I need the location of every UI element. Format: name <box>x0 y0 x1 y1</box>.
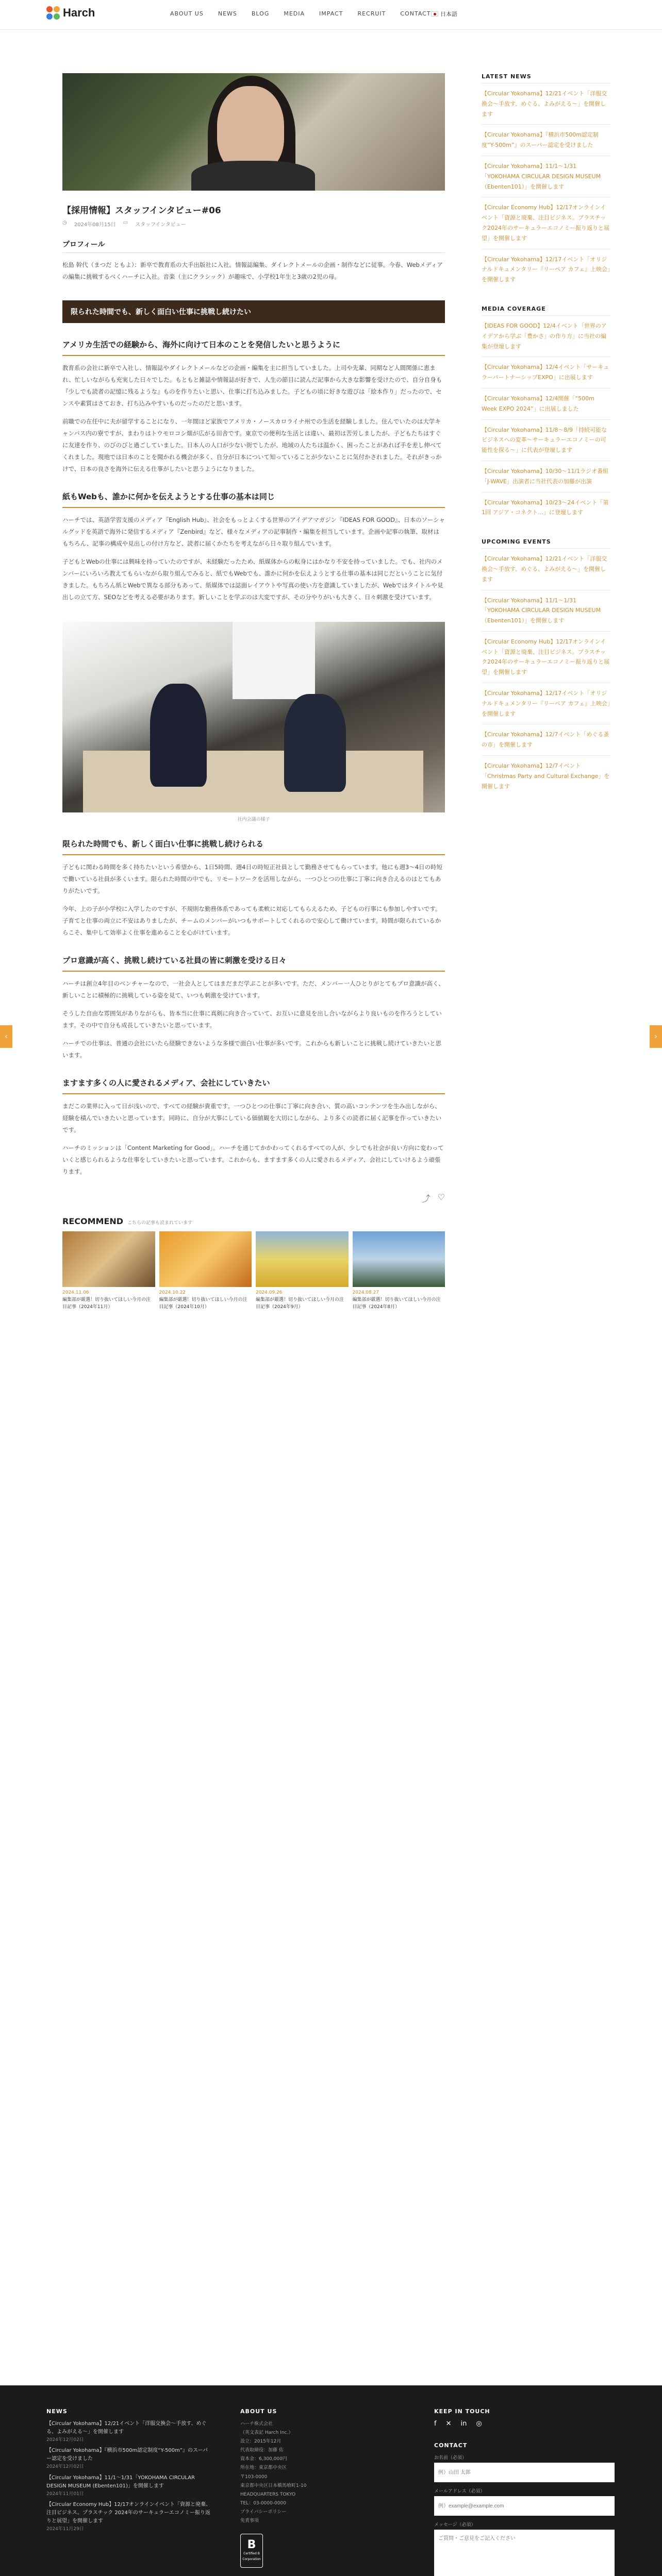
social-links <box>434 2420 620 2428</box>
media-item[interactable]: 【IDEAS FOR GOOD】12/4イベント「世界のアイデアから学ぶ「豊かさ」の作り方」に当社の編集が登壇します <box>482 315 610 357</box>
paragraph-7: ハーチは創立4年目のベンチャーなので、一社会人としてはまだまだ学ぶことが多いです。ただ、メンバー一人ひとりがとてもプロ意識が高く、新しいことに積極的に挑戦している姿を見て、いつも刺激を受けています。 <box>62 980 444 999</box>
photo-caption: 社内会議の様子 <box>237 817 270 822</box>
recommend-card[interactable] <box>353 1231 445 1311</box>
paragraph-5: 子どもに関わる時間を多く持ちたいという希望から、1日5時間、週4日の時短正社員として勤務させてもらっています。他にも週3〜4日の時短で働いている社員が多くいます。限られた時間の中でも、リモートワークを活用しながら、一つひとつの仕事に丁寧に向き合えるのはとてもありがたいです。 <box>62 863 443 894</box>
event-item[interactable]: 【Circular Yokohama】11/1〜1/31「YOKOHAMA CIRCULAR DESIGN MUSEUM （Ebenten101）」を開催します <box>482 590 610 631</box>
article <box>62 73 445 1311</box>
logo[interactable] <box>46 6 95 20</box>
b-corp-label: Certified B Corporation <box>242 2551 261 2562</box>
media-item[interactable]: 【Circular Yokohama】12/4イベント「サーキュラーパートナーシップEXPO」に出展します <box>482 357 610 388</box>
event-item[interactable]: 【Circular Economy Hub】12/17オンラインイベント「資源と廃棄、注目ビジネス。プラスチック2024年のサーキュラーエコノミー振り返りと展望」を開催します <box>482 631 610 683</box>
latest-news-item[interactable]: 【Circular Yokohama】『横浜市500m認定制度“Y-500m”』のスーパー認定を受けました <box>482 124 610 156</box>
email-field[interactable] <box>434 2496 615 2516</box>
latest-news-heading: LATEST NEWS <box>482 73 532 80</box>
name-field[interactable] <box>434 2463 615 2482</box>
company-name: ハーチ株式会社 <box>240 2421 273 2427</box>
footer-news-date: 2024年12月02日 <box>46 2437 84 2443</box>
b-corp-icon: B <box>247 2538 256 2551</box>
nav-blog[interactable]: BLOG <box>251 10 270 17</box>
contact-heading: CONTACT <box>434 2442 468 2449</box>
share-icon[interactable]: ⤴ <box>422 1194 431 1204</box>
nav-news[interactable]: NEWS <box>218 10 237 17</box>
nav-impact[interactable]: IMPACT <box>319 10 343 17</box>
nav-media[interactable]: MEDIA <box>284 10 305 17</box>
company-name-en: （英文表記 Harch Inc.） <box>240 2430 293 2436</box>
company-info: 資本金：6,300,000円 <box>240 2456 287 2462</box>
recommend-card[interactable] <box>159 1231 252 1311</box>
nav-about[interactable]: ABOUT US <box>170 10 204 17</box>
instagram-icon[interactable]: ◎ <box>476 2420 482 2428</box>
paragraph-1: 教育系の会社に新卒で入社し、情報誌やダイレクトメールなどの企画・編集を主に担当していました。上司や先輩、同期など人間関係に恵まれ、忙しいながらも充実した日々でした。もともと雑誌や情報誌が好きで、人生の節目に読んだ記事から大きな影響を受けたので、自分自身も『少しでも読者の記憶に残るような』ものを作りたいと思い、仕事に打ち込みました。子どもの頃に好きな遊びは「絵本作り」だったので、センスや素質はさておき、打ち込みやすいものだったのだと思います。 <box>62 364 442 407</box>
footer-news-date: 2024年11月29日 <box>46 2527 84 2532</box>
recommend-title: RECOMMEND <box>62 1216 124 1226</box>
language-label: 日本語 <box>440 11 457 18</box>
paragraph-8: そうした自由な雰囲気がありながらも、皆本当に仕事に真剣に向き合っていて、お互いに意見を出し合いながらより良いものを作ろうとしています。その中で自分も成長していきたいと思っています。 <box>62 1010 442 1029</box>
main-nav <box>170 10 431 17</box>
paragraph-6: 今年、上の子が小学校に入学したのですが、不規則な勤務体系であっても柔軟に対応してもらえるため、子どもの行事にも参加しやすいです。子育てと仕事の両立に不安はありましたが、チームのメンバーがいつもサポートしてくれるので安心して働けています。時間が限られているからこそ、集中して効率よく仕事を進めることを心がけています。 <box>62 905 441 936</box>
footer-news <box>46 2408 211 2533</box>
company-info: TEL：03-0000-0000 <box>240 2500 286 2506</box>
article-category[interactable]: スタッフインタビュー <box>135 222 186 228</box>
footer-about <box>240 2408 364 2568</box>
paragraph-11: ハーチのミッションは「Content Marketing for Good」。ハーチを通じてかかわってくれるすべての人が、少しでも社会が良い方向に変わっていくと感じられるような仕事をしていきたいと思っています。これからも、ますます多くの人に愛されるメディア、会社にしていけるよう頑張ります。 <box>62 1144 444 1175</box>
profile-heading: プロフィール <box>62 239 445 253</box>
b-corp-badge <box>240 2534 263 2568</box>
logo-icon <box>46 6 60 20</box>
footer-news-heading: NEWS <box>46 2408 68 2415</box>
company-info: 代表取締役：加藤 佑 <box>240 2448 284 2453</box>
company-info: HEADQUARTERS TOKYO <box>240 2492 296 2497</box>
article-title: 【採用情報】スタッフインタビュー#06 <box>62 206 221 216</box>
paragraph-10: まだこの業界に入って日が浅いので、すべての経験が貴重です。一つひとつの仕事に丁寧に向き合い、質の高いコンテンツを生み出しながら、経験を積んでいきたいと思っています。同時に、自分が大事にしている価値観を大切にしながら、より多くの読者に届く記事を作っていきたいです。 <box>62 1103 442 1133</box>
paragraph-4: 子どもとWebの仕事には興味を持っていたのですが、未経験だったため、紙媒体からの転身にはかなり不安を持っていました。でも、社内のメンバーにいろいろ教えてもらいながら取り組んでみると、紙でもWebでも、誰かに何かを伝えようとする仕事の基本は同じだということに気付きました。もちろん紙とWebで異なる部分もあって、紙媒体では誌面レイアウトや写真の使い方を意識していましたが、Webではタイトルや見出しの立て方、SEOなどを考える必要があります。新しいことを学ぶのは大変ですが、その分やりがいも大きく、日々刺激を受けています。 <box>62 558 443 601</box>
footer-news-item[interactable] <box>46 2447 211 2470</box>
language-switcher[interactable] <box>431 10 457 18</box>
meeting-photo <box>62 622 445 812</box>
site-header <box>0 0 662 30</box>
lead-band: 限られた時間でも、新しく面白い仕事に挑戦し続けたい <box>62 300 445 323</box>
media-item[interactable]: 【Circular Yokohama】11/8〜8/9「持続可能なビジネスへの変革〜サーキュラーエコノミーの可能性を探る〜」に代表が登壇します <box>482 419 610 461</box>
keep-in-touch-heading: KEEP IN TOUCH <box>434 2408 490 2415</box>
event-item[interactable]: 【Circular Yokohama】12/7イベント「Christmas Party and Cultural Exchange」を開催します <box>482 755 610 796</box>
x-icon[interactable]: ✕ <box>445 2420 452 2428</box>
event-item[interactable]: 【Circular Yokohama】12/17イベント「オリジナルドキュメンタリー『リーペア カフェ』上映会」を開催します <box>482 683 610 724</box>
recommend-image <box>256 1231 349 1287</box>
article-date: 2024年08月15日 <box>74 222 116 228</box>
company-info: 所在地：東京都中央区 <box>240 2465 287 2471</box>
footer-news-link[interactable]: 【Circular Yokohama】『横浜市500m認定制度“Y-500m”』のスーパー認定を受けました <box>46 2448 208 2462</box>
footer-news-item[interactable] <box>46 2420 211 2444</box>
footer-news-date: 2024年11月01日 <box>46 2491 84 2497</box>
calendar-icon: ◷ <box>62 220 67 226</box>
recommend-text: 編集部が厳選！切り抜いてほしい今月の注目記事（2024年11月） <box>62 1297 151 1310</box>
footer-news-link[interactable]: 【Circular Yokohama】11/1〜1/31「YOKOHAMA CIRCULAR DESIGN MUSEUM (Ebenten101)」を開催します <box>46 2475 195 2489</box>
upcoming-events-heading: UPCOMING EVENTS <box>482 538 551 546</box>
recommend-image <box>353 1231 445 1287</box>
event-item[interactable]: 【Circular Yokohama】12/21イベント「洋服交換会〜手放す、めぐる、よみがえる〜」を開催します <box>482 548 610 589</box>
footer-contact <box>434 2408 620 2576</box>
hero-image <box>62 73 445 191</box>
nav-contact[interactable]: CONTACT <box>400 10 431 17</box>
logo-text: Harch <box>63 6 95 19</box>
event-item[interactable]: 【Circular Yokohama】12/7イベント「めぐる蚤の市」を開催します <box>482 724 610 755</box>
name-label: お名前（必須） <box>434 2455 467 2461</box>
flag-icon <box>431 11 438 16</box>
media-coverage-list <box>482 315 610 523</box>
recommend-subtitle: こちらの記事も読まれています <box>127 1221 193 1226</box>
footer-news-item[interactable] <box>46 2474 211 2498</box>
recommend-card[interactable] <box>62 1231 155 1311</box>
sidebar <box>482 73 610 796</box>
latest-news-item[interactable]: 【Circular Yokohama】11/1〜1/31「YOKOHAMA CIRCULAR DESIGN MUSEUM （Ebenten101）」を開催します <box>482 156 610 197</box>
media-item[interactable]: 【Circular Yokohama】12/4開催「“500m Week EXPO 2024”」に出展しました <box>482 388 610 419</box>
section-heading-3: 限られた時間でも、新しく面白い仕事に挑戦し続けられる <box>62 838 445 855</box>
privacy-policy-link[interactable]: プライバシーポリシー <box>240 2509 287 2515</box>
next-post-arrow-icon[interactable]: › <box>650 1025 662 1048</box>
section-heading-4: プロ意識が高く、挑戦し続けている社員の皆に刺激を受ける日々 <box>62 954 445 972</box>
site-footer <box>0 2385 662 2576</box>
message-field[interactable] <box>434 2530 615 2576</box>
recommend-list <box>62 1231 445 1311</box>
email-label: メールアドレス（必須） <box>434 2489 485 2494</box>
recommend-text: 編集部が厳選！切り抜いてほしい今月の注目記事（2024年8月） <box>352 1297 441 1310</box>
company-info: 設立：2015年12月 <box>240 2439 282 2445</box>
paragraph-3: ハーチでは、英語学習支援のメディア『English Hub』、社会をもっとよくする世界のアイデアマガジン『IDEAS FOR GOOD』、日本のソーシャルグッドを英語で海外に発信するメディア『Zenbird』など、様々なメディアの記事制作・編集を担当しています。企画や記事の執筆、取材はもちろん、記事の構成や見出しの付け方など、読者に届くかたちを考えながら日々取り組んでいます。 <box>62 516 445 547</box>
latest-news-item[interactable]: 【Circular Yokohama】12/21イベント「洋服交換会〜手放す、めぐる、よみがえる〜」を開催します <box>482 83 610 124</box>
footer-news-item[interactable] <box>46 2501 211 2533</box>
latest-news-item[interactable]: 【Circular Yokohama】12/17イベント「オリジナルドキュメンタリー『リーペア カフェ』上映会」を開催します <box>482 249 610 290</box>
heart-icon[interactable]: ♡ <box>437 1192 445 1202</box>
facebook-icon[interactable]: f <box>434 2420 437 2428</box>
recommend-heading <box>62 1216 445 1226</box>
upcoming-events-list <box>482 548 610 796</box>
recommend-text: 編集部が厳選！切り抜いてほしい今月の注目記事（2024年9月） <box>256 1297 344 1310</box>
company-info: 〒103-0000 <box>240 2474 268 2480</box>
footer-news-date: 2024年12月02日 <box>46 2464 84 2470</box>
footer-news-link[interactable]: 【Circular Economy Hub】12/17オンラインイベント「資源と廃棄、注目ビジネス。プラスチック 2024年のサーキュラーエコノミー振り返りと展望」を開催します <box>46 2502 211 2524</box>
recommend-card[interactable] <box>256 1231 349 1311</box>
latest-news-list <box>482 83 610 290</box>
company-info: 東京都中央区日本橋馬喰町1-10 <box>240 2483 307 2488</box>
recommend-image <box>159 1231 252 1287</box>
footer-about-heading: ABOUT US <box>240 2408 277 2415</box>
paragraph-2: 前職での在任中に夫が留学することになり、一年間ほど家族でアメリカ・ノースカロライナ州での生活を経験しました。住んでいたのは大学キャンパス内の寮ですが、まわりはトウモロコシ畑が広がる田舎です。東京での便利な生活とは違い、最初は苦労しましたが、子どもたちはすぐに友達を作り、のびのびと過ごしていました。日本人の人口が少ない街でしたが、地域の人たちは温かく、困ったことがあれば手を差し伸べてくれました。現地では日本のことを聞かれる機会が多く、自分が日本について知っていることが少ないことに気付かされました。それがきっかけで、日本の良さを海外に伝える仕事がしたいと思うようになりました。 <box>62 418 442 472</box>
nav-recruit[interactable]: RECRUIT <box>357 10 386 17</box>
profile-text: 松島 幹代（まつだ ともよ）：新卒で教育系の大手出版社に入社。情報誌編集、ダイレクトメールの企画・制作などに従事。今春、Webメディアの編集に挑戦するべくハーチに入社。音楽（主にクラシック）が趣味で、小学校1年生と3歳の2児の母。 <box>62 261 443 280</box>
media-coverage-heading: MEDIA COVERAGE <box>482 305 546 312</box>
folder-icon: ▭ <box>123 220 128 226</box>
latest-news-item[interactable]: 【Circular Economy Hub】12/17オンラインイベント「資源と廃棄、注目ビジネス。プラスチック2024年のサーキュラーエコノミー振り返りと展望」を開催します <box>482 197 610 248</box>
section-heading-2: 紙もWebも、誰かに何かを伝えようとする仕事の基本は同じ <box>62 490 445 508</box>
recommend-date: 2024.10.22 <box>159 1290 186 1295</box>
linkedin-icon[interactable]: in <box>460 2420 467 2428</box>
section-heading-5: ますます多くの人に愛されるメディア、会社にしていきたい <box>62 1077 445 1094</box>
paragraph-9: ハーチでの仕事は、普通の会社にいたら経験できないような多様で面白い仕事が多いです。これからも新しいことに挑戦し続けていきたいと思います。 <box>62 1040 442 1059</box>
recommend-date: 2024.11.06 <box>62 1290 89 1295</box>
article-meta <box>62 220 445 228</box>
prev-post-arrow-icon[interactable]: ‹ <box>0 1025 12 1048</box>
recommend-image <box>62 1231 155 1287</box>
message-label: メッセージ（必須） <box>434 2522 476 2528</box>
disclaimer-link[interactable]: 免責事項 <box>240 2518 259 2524</box>
recommend-date: 2024.09.26 <box>256 1290 283 1295</box>
footer-news-link[interactable]: 【Circular Yokohama】12/21イベント「洋服交換会〜手放す、めぐる、よみがえる〜」を開催します <box>46 2421 207 2435</box>
section-heading-1: アメリカ生活での経験から、海外に向けて日本のことを発信したいと思うように <box>62 338 445 356</box>
media-item[interactable]: 【Circular Yokohama】10/23〜24イベント「第1回 アジア・コネクト…」に登壇します <box>482 492 610 523</box>
recommend-date: 2024.08.27 <box>352 1290 379 1295</box>
share-bar <box>62 1192 445 1204</box>
media-item[interactable]: 【Circular Yokohama】10/30〜11/1ラジオ番組「J-WAVE」出演者に当社代表の加藤が出演 <box>482 461 610 492</box>
recommend-text: 編集部が厳選！切り抜いてほしい今月の注目記事（2024年10月） <box>159 1297 247 1310</box>
